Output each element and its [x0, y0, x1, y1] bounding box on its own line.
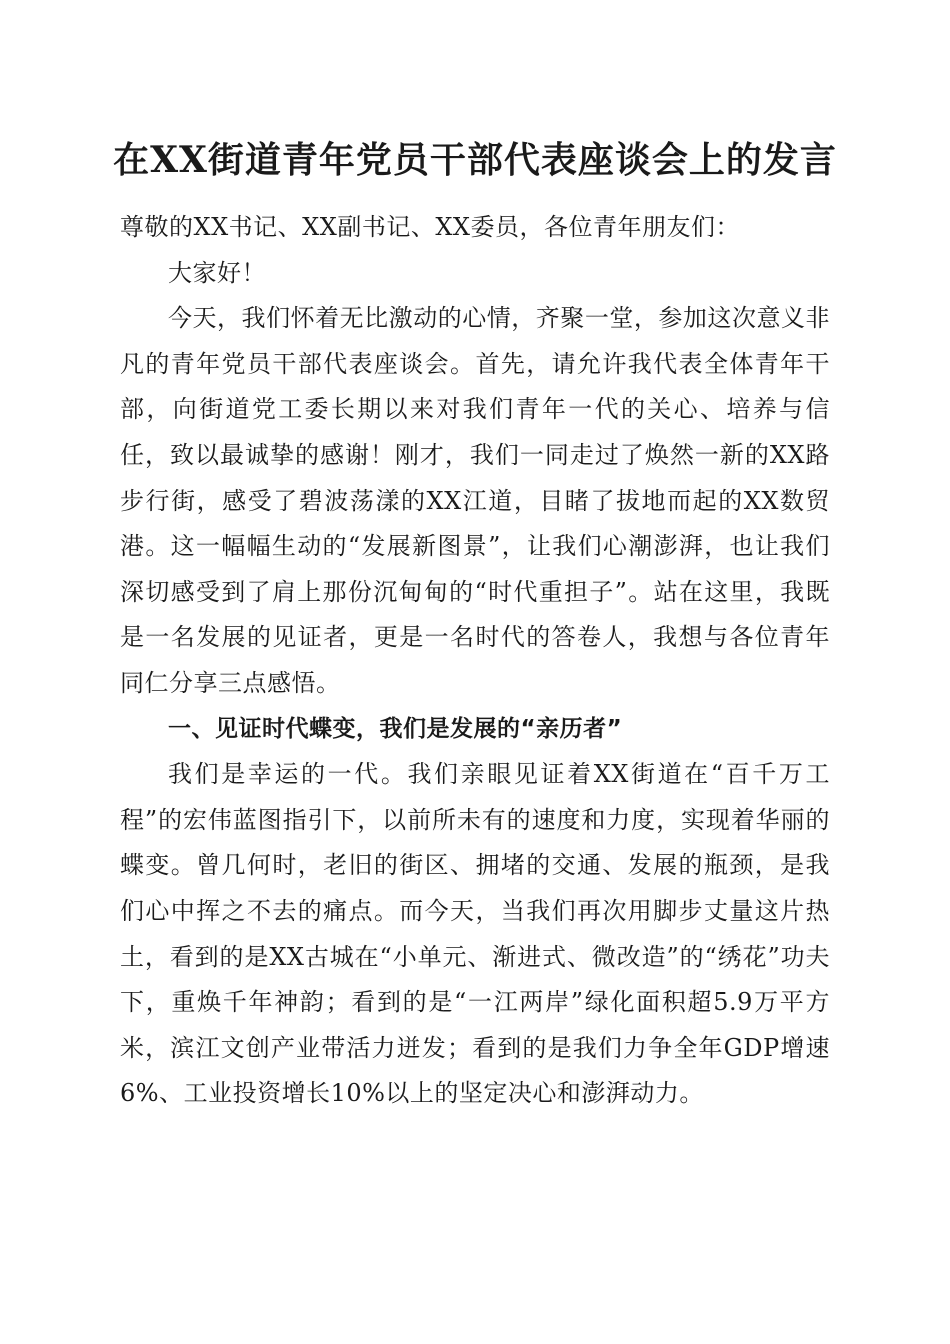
paragraph-intro: 今天，我们怀着无比激动的心情，齐聚一堂，参加这次意义非凡的青年党员干部代表座谈会。首先，请允许我代表全体青年干部，向街道党工委长期以来对我们青年一代的关心、培养与信任，致以最诚挚的感谢！刚才，我们一同走过了焕然一新的XX路步行街，感受了碧波荡漾的XX江道，目睹了拔地而起的XX数贸港。这一幅幅生动的“发展新图景”，让我们心潮澎湃，也让我们深切感受到了肩上那份沉甸甸的“时代重担子”。站在这里，我既是一名发展的见证者，更是一名时代的答卷人，我想与各位青年同仁分享三点感悟。	[120, 304, 830, 697]
greeting: 大家好！	[168, 258, 266, 287]
section-heading-1: 一、见证时代蝶变，我们是发展的“亲历者”	[168, 715, 623, 742]
salutation: 尊敬的XX书记、XX副书记、XX委员，各位青年朋友们：	[120, 213, 741, 241]
document-body	[120, 205, 830, 1117]
paragraph-section-1: 我们是幸运的一代。我们亲眼见证着XX街道在“百千万工程”的宏伟蓝图指引下，以前所未有的速度和力度，实现着华丽的蝶变。曾几何时，老旧的街区、拥堵的交通、发展的瓶颈，是我们心中挥之不去的痛点。而今天，当我们再次用脚步丈量这片热土，看到的是XX古城在“小单元、渐进式、微改造”的“绣花”功夫下，重焕千年神韵；看到的是“一江两岸”绿化面积超5.9万平方米，滨江文创产业带活力迸发；看到的是我们力争全年GDP增速6%、工业投资增长10%以上的坚定决心和澎湃动力。	[120, 760, 830, 1108]
document-title: 在XX街道青年党员干部代表座谈会上的发言	[113, 139, 837, 181]
